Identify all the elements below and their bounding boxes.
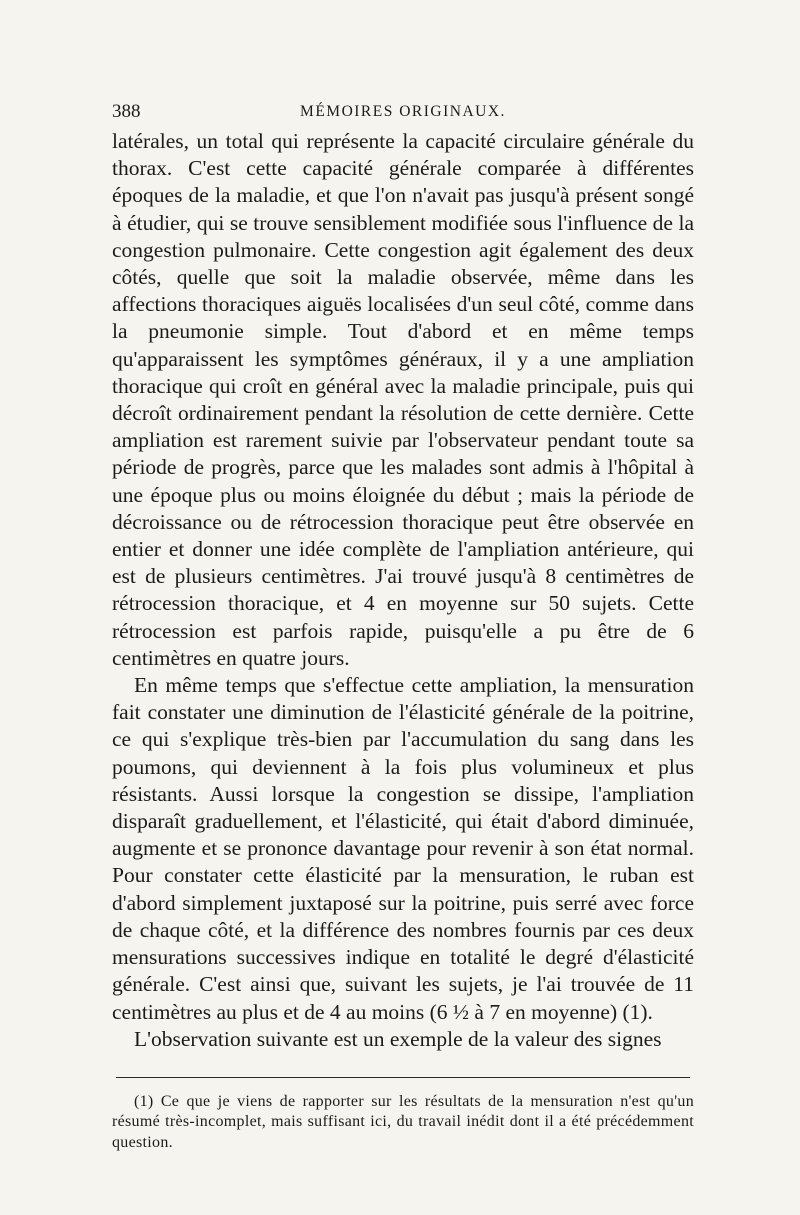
footnote-text: (1) Ce que je viens de rapporter sur les résultats de la mensuration n'est qu'un résumé très-incomplet, mais suffisant ici, du travail inédit dont il a été précédemment question. [112, 1092, 694, 1151]
page-header [112, 96, 694, 128]
paragraph-elasticity: En même temps que s'effectue cette ampliation, la mensuration fait constater une diminution de l'élasticité générale de la poitrine, ce qui s'explique très-bien par l'accumulation du sang dans les poumons, qui deviennent à la fois plus volumineux et plus résistants. Aussi lorsque la congestion se dissipe, l'ampliation disparaît graduellement, et l'élasticité, qui était d'abord diminuée, augmente et se prononce davantage pour revenir à son état normal. Pour constater cette élasticité par la mensuration, le ruban est d'abord simplement juxtaposé sur la poitrine, puis serré avec force de chaque côté, et la différence des nombres fournis par ces deux mensurations successives indique en totalité le degré d'élasticité générale. C'est ainsi que, suivant les sujets, je l'ai trouvée de 11 centimètres au plus et de 4 au moins (6 ½ à 7 en moyenne) (1). [112, 673, 694, 1024]
page-number: 388 [112, 101, 141, 122]
footnote-divider [116, 1077, 690, 1078]
footnote [112, 1092, 694, 1154]
body-text [112, 128, 694, 1053]
paragraph-observation: L'observation suivante est un exemple de la valeur des signes [134, 1026, 662, 1051]
paragraph-continued: latérales, un total qui représente la capacité circulaire générale du thorax. C'est cette capacité générale comparée à différentes époques de la maladie, et que l'on n'avait pas jusqu'à présent songé à étudier, qui se trouve sensiblement modifiée sous l'influence de la congestion pulmonaire. Cette congestion agit également des deux côtés, quelle que soit la maladie observée, même dans les affections thoraciques aiguës localisées d'un seul côté, comme dans la pneumonie simple. Tout d'abord et en même temps qu'apparaissent les symptômes généraux, il y a une ampliation thoracique qui croît en général avec la maladie principale, puis qui décroît ordinairement pendant la résolution de cette dernière. Cette ampliation est rarement suivie par l'observateur pendant toute sa période de progrès, parce que les malades sont admis à l'hôpital à une époque plus ou moins éloignée du début ; mais la période de décroissance ou de rétrocession thoracique peut être observée en entier et donner une idée complète de l'ampliation antérieure, qui est de plusieurs centimètres. J'ai trouvé jusqu'à 8 centimètres de rétrocession thoracique, et 4 en moyenne sur 50 sujets. Cette rétrocession est parfois rapide, puisqu'elle a pu être de 6 centimètres en quatre jours. [112, 129, 694, 670]
running-title: MÉMOIRES ORIGINAUX. [300, 103, 506, 120]
